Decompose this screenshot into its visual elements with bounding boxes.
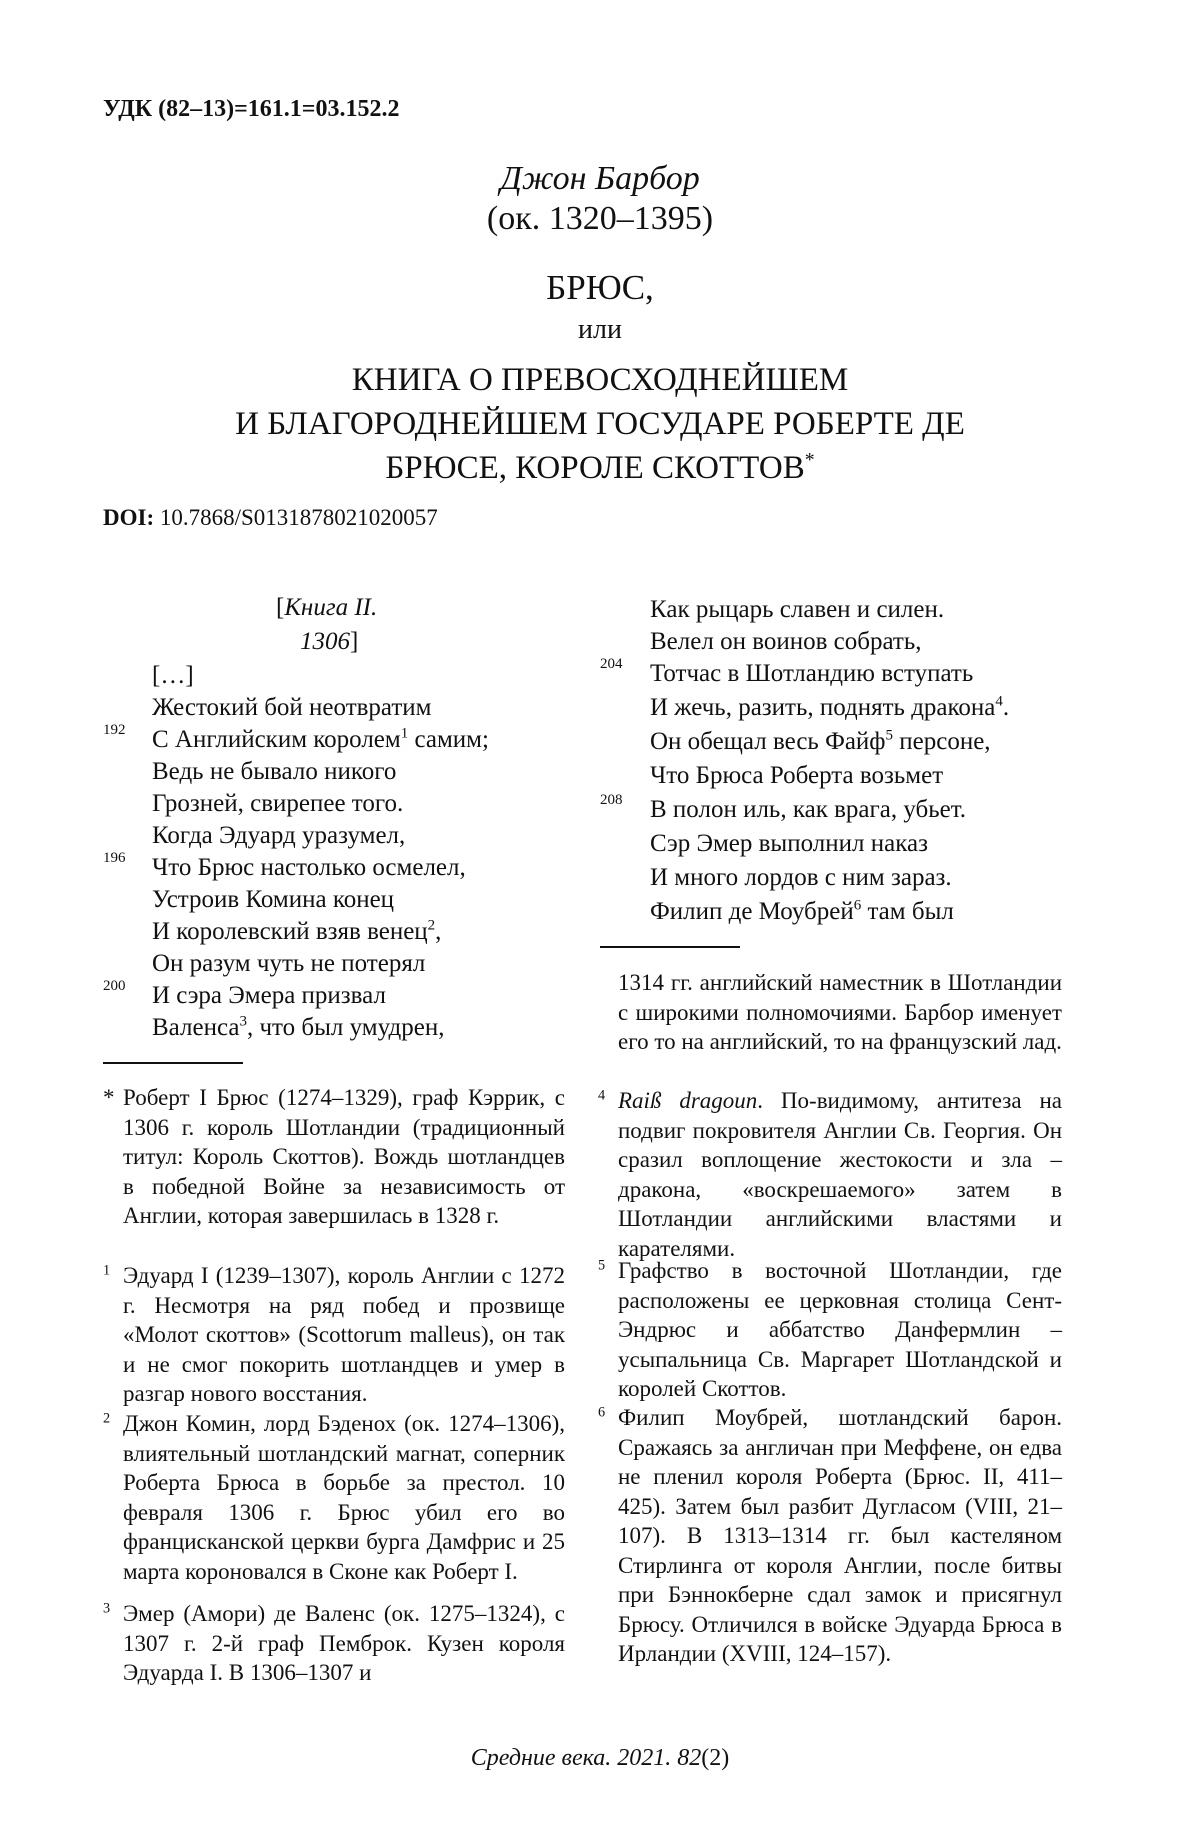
poem-line: С Английским королем1 самим; [152,726,489,754]
footnote-6: 6 Филип Моубрей, шотландский барон. Сражаясь за англичан при Меффене, он едва не пленил короля Роберта (Брюс. II, 411–425). Затем был разбит Дугласом (VIII, 21–107). В 1313–1314 гг. был кастеляном Стирлинга от короля Англии, после битвы при Бэннокберне сдал замок и присягнул Брюсу. Отличился в войске Эдуарда Брюса в Ирландии (XVIII, 124–157). [618,1403,1062,1669]
author-dates: (ок. 1320–1395) [0,200,1200,238]
poem-line: В полон иль, как врага, убьет. [650,796,966,824]
subtitle-line-2: И БЛАГОРОДНЕЙШЕМ ГОСУДАРЕ РОБЕРТЕ ДЕ [0,402,1200,446]
poem-line: Он обещал весь Файф5 персоне, [650,728,991,756]
footnote-1: 1 Эдуард I (1239–1307), король Англии с 1272 г. Несмотря на ряд побед и прозвище «Молот скоттов» (Scottorum malleus), он так и не смог покорить шотландцев и умер в разгар нового восстания. [123,1261,565,1409]
footnote-2: 2 Джон Комин, лорд Бэденох (ок. 1274–1306), влиятельный шотландский магнат, соперник Роберта Брюса в борьбе за престол. 10 февраля 1306 г. Брюс убил его во францисканской церкви бурга Дамфрис и 25 марта короновался в Сконе как Роберт I. [123,1409,565,1586]
poem-line: Жестокий бой неотвратим [152,694,432,722]
doi-label: DOI: [103,505,154,530]
poem-line: И жечь, разить, поднять дракона4. [650,694,1009,722]
poem-line: Устроив Комина конец [152,886,394,914]
page-title: БРЮС, [0,268,1200,308]
footnote-separator-left [103,1062,243,1064]
udk-code: УДК (82–13)=161.1=03.152.2 [103,96,399,123]
subtitle-line-3: БРЮСЕ, КОРОЛЕ СКОТТОВ* [0,446,1200,490]
line-number: 196 [103,850,126,867]
page-subtitle [0,358,1200,490]
poem-line: Валенса3, что был умудрен, [152,1014,444,1042]
author-name: Джон Барбор [0,160,1200,198]
doi-line [103,505,438,531]
title-connector: или [0,314,1200,346]
title-footnote-mark: * [805,449,815,471]
line-number: 208 [600,792,623,809]
poem-line: Что Брюс настолько осмелел, [152,854,466,882]
subtitle-line-1: КНИГА О ПРЕВОСХОДНЕЙШЕМ [0,358,1200,402]
line-number: 192 [103,722,126,739]
poem-line: Когда Эдуард уразумел, [152,822,405,850]
poem-line: И королевский взяв венец2, [152,918,441,946]
year-heading: 1306] [300,628,358,656]
poem-line: Он разум чуть не потерял [152,950,425,978]
poem-ellipsis: […] [152,662,194,690]
footnote-3-continued: 1314 гг. английский наместник в Шотландии с широкими полномочиями. Барбор именует его то на английский, то на французский лад. [618,968,1062,1057]
poem-line: Филип де Моубрей6 там был [650,898,954,926]
footnote-5: 5 Графство в восточной Шотландии, где расположены ее церковная столица Сент-Эндрюс и аббатство Данфермлин – усыпальница Св. Маргарет Шотландской и королей Скоттов. [618,1256,1062,1404]
footnote-star: * Роберт I Брюс (1274–1329), граф Кэррик, с 1306 г. король Шотландии (традиционный титул: Король Скоттов). Вождь шотландцев в победной Войне за независимость от Англии, которая завершилась в 1328 г. [123,1083,565,1231]
poem-line: Тотчас в Шотландию вступать [650,660,973,688]
doi-value: 10.7868/S0131878021020057 [160,505,438,530]
footnote-4: 4 Raiß dragoun. По-видимому, антитеза на подвиг покровителя Англии Св. Георгия. Он сразил воплощение жестокости и зла – дракона, «воскрешаемого» затем в Шотландии английскими властями и карателями. [618,1086,1062,1263]
line-number: 204 [600,656,623,673]
poem-line: Что Брюса Роберта возьмет [650,762,943,790]
poem-line: Велел он воинов собрать, [650,628,921,656]
poem-line: Как рыцарь славен и силен. [650,596,944,624]
line-number: 200 [103,978,126,995]
footnote-3: 3 Эмер (Амори) де Валенс (ок. 1275–1324), с 1307 г. 2-й граф Пемброк. Кузен короля Эдуарда I. В 1306–1307 и [123,1599,565,1688]
poem-line: Ведь не бывало никого [152,758,396,786]
footnote-separator-right [600,946,740,948]
book-heading: [Книга II. [276,594,377,622]
poem-line: Грозней, свирепее того. [152,790,403,818]
journal-footer: Средние века. 2021. 82(2) [0,1745,1200,1772]
poem-line: И много лордов с ним зараз. [650,864,952,892]
poem-line: И сэра Эмера призвал [152,982,386,1010]
poem-line: Сэр Эмер выполнил наказ [650,830,928,858]
